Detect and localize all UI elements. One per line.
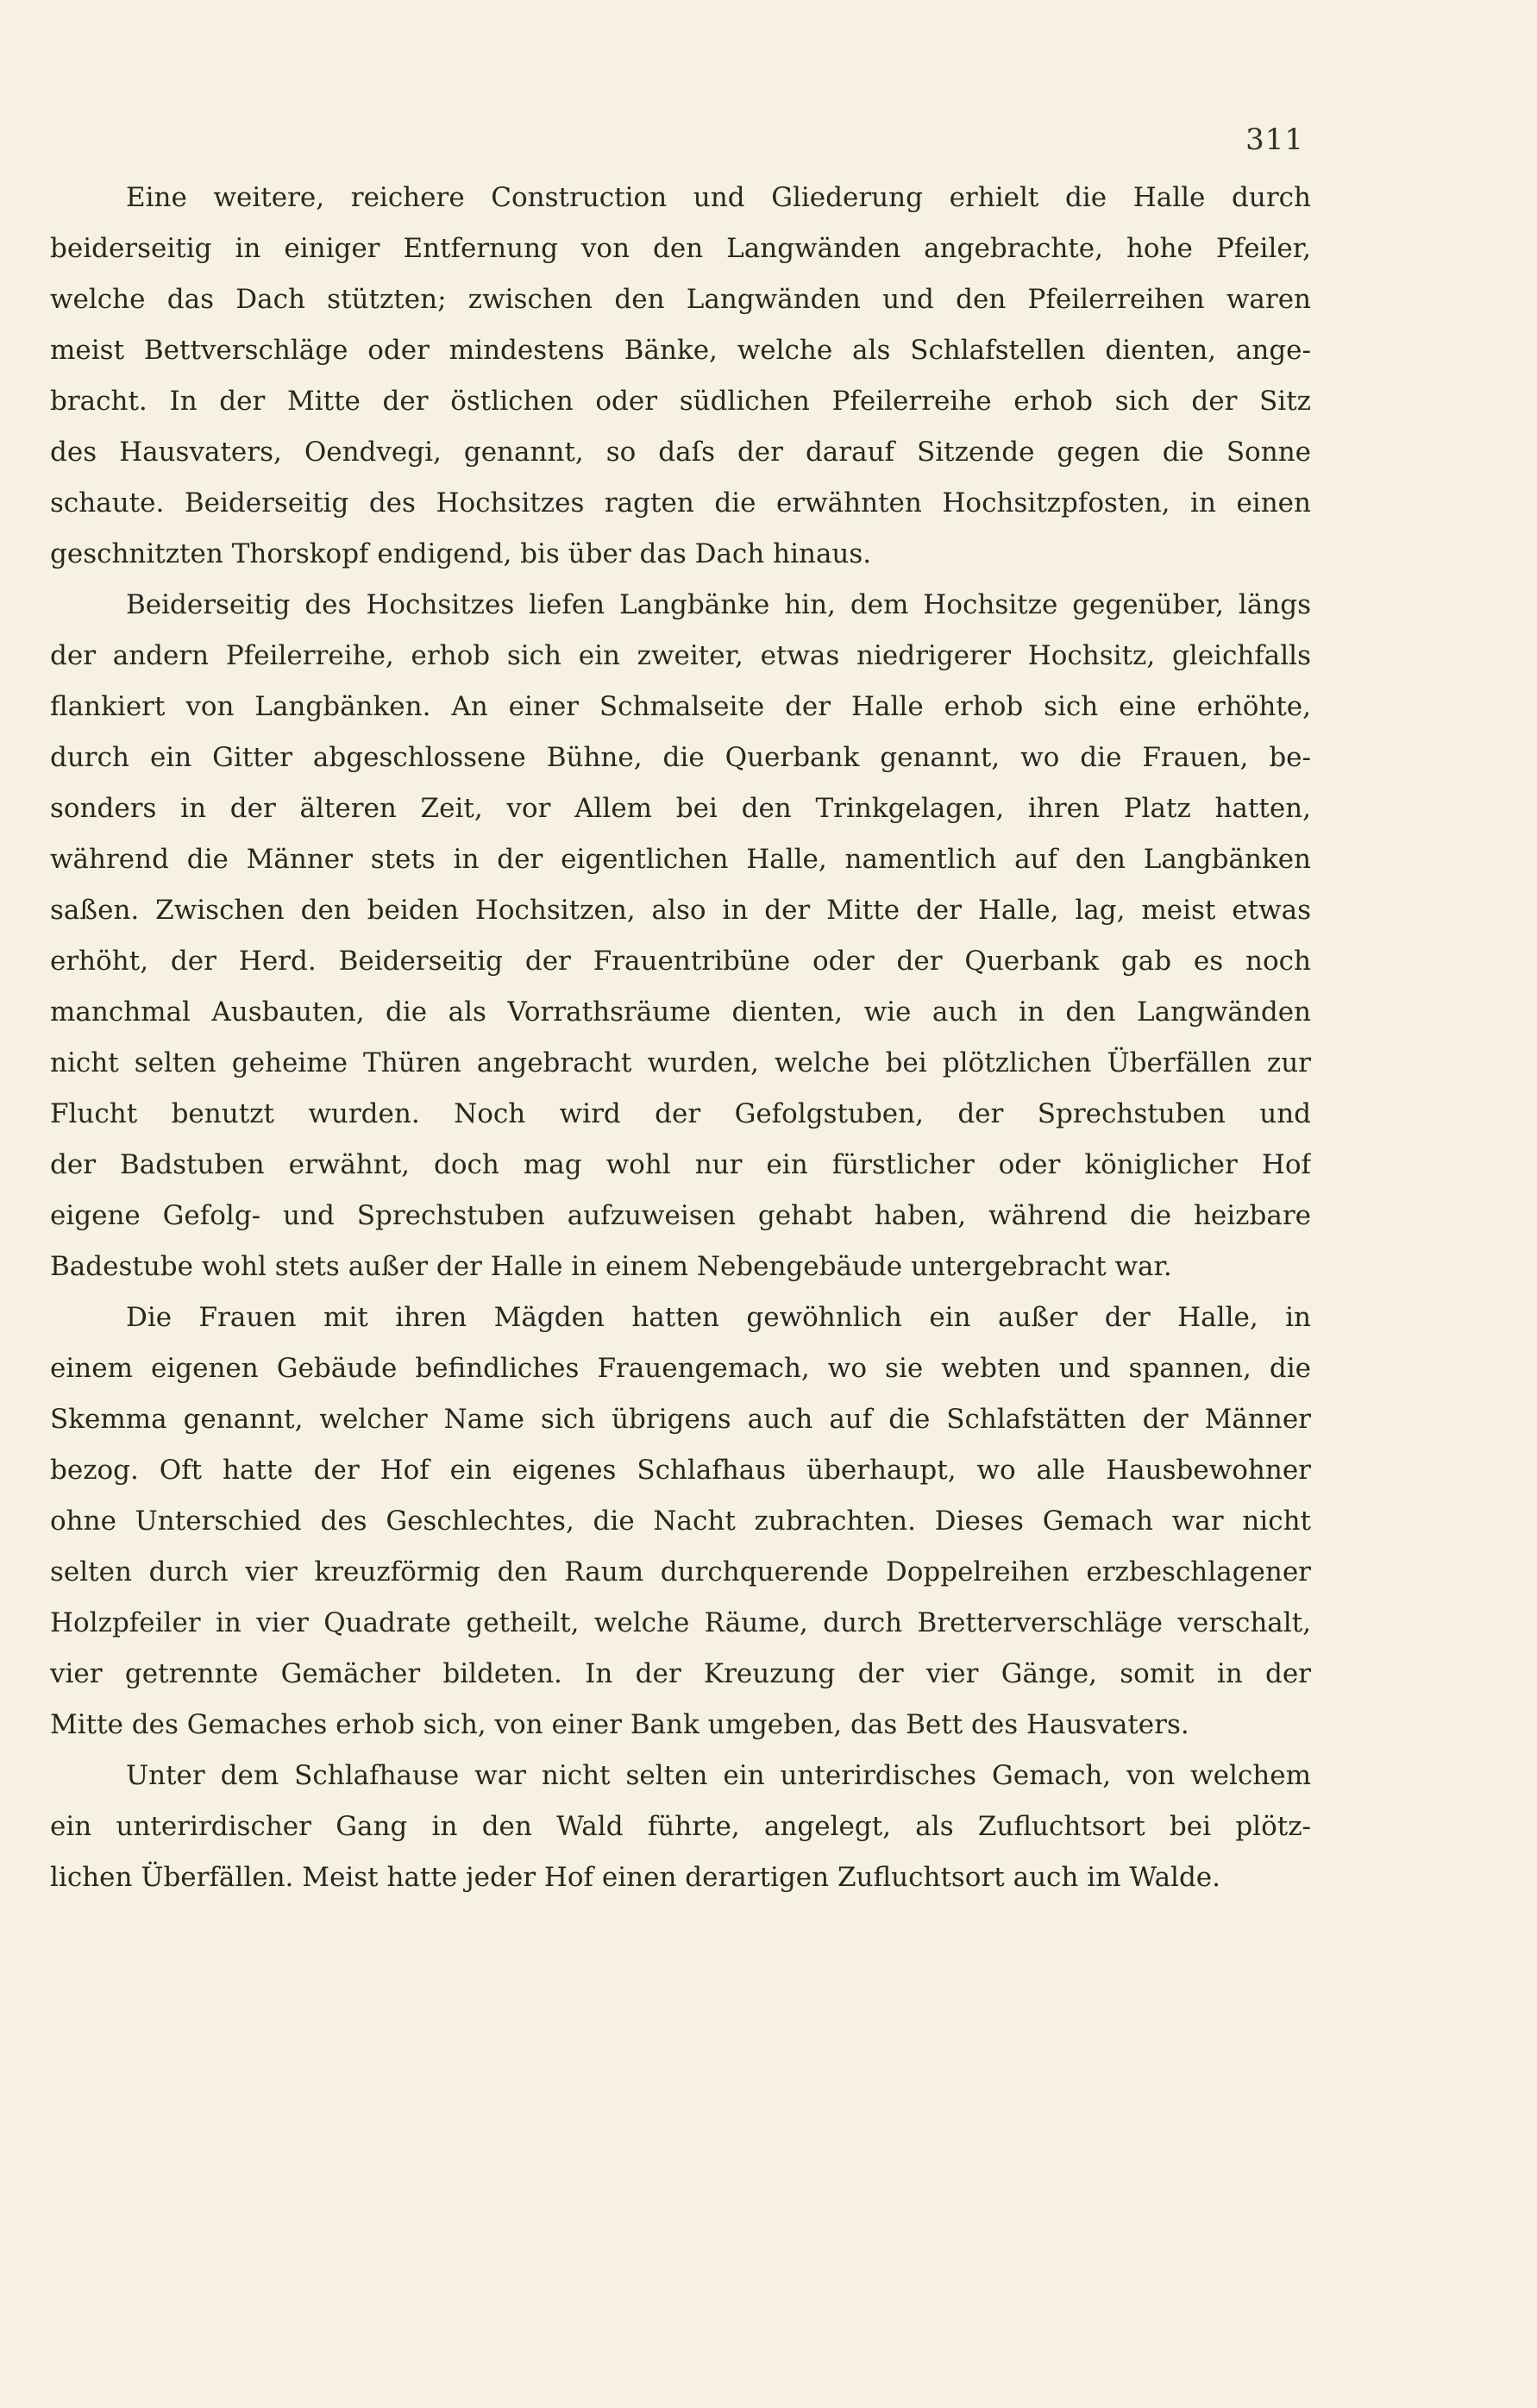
text-line: der Badstuben erwähnt, doch mag wohl nur ein fürstlicher oder königlicher Hof: [50, 1149, 1311, 1180]
text-line: während die Männer stets in der eigentlichen Halle, namentlich auf den Langbänken: [50, 844, 1311, 875]
text-line: der andern Pfeilerreihe, erhob sich ein zweiter, etwas niedrigerer Hochsitz, gleichfalls: [50, 640, 1311, 671]
text-line: des Hausvaters, Oendvegi, genannt, so daſs der darauf Sitzende gegen die Sonne: [50, 437, 1311, 468]
text-line: geschnitzten Thorskopf endigend, bis über das Dach hinaus.: [50, 538, 872, 569]
text-line: eigene Gefolg- und Sprechstuben aufzuweisen gehabt haben, während die heizbare: [50, 1200, 1311, 1231]
text-line: bracht. In der Mitte der östlichen oder südlichen Pfeilerreihe erhob sich der Sitz: [50, 386, 1311, 417]
page-number: 311: [1245, 123, 1304, 157]
text-line: Mitte des Gemaches erhob sich, von einer Bank umgeben, das Bett des Hausvaters.: [50, 1709, 1189, 1740]
text-line: Beiderseitig des Hochsitzes liefen Langbänke hin, dem Hochsitze gegenüber, längs: [126, 589, 1311, 620]
text-line: vier getrennte Gemächer bildeten. In der Kreuzung der vier Gänge, somit in der: [50, 1658, 1311, 1689]
text-line: einem eigenen Gebäude befindliches Frauengemach, wo sie webten und spannen, die: [50, 1353, 1311, 1384]
text-line: Badestube wohl stets außer der Halle in einem Nebengebäude untergebracht war.: [50, 1251, 1172, 1282]
text-line: Skemma genannt, welcher Name sich übrigens auch auf die Schlafstätten der Männer: [50, 1404, 1311, 1435]
text-line: manchmal Ausbauten, die als Vorrathsräume dienten, wie auch in den Langwänden: [50, 997, 1311, 1028]
text-line: Flucht benutzt wurden. Noch wird der Gefolgstuben, der Sprechstuben und: [50, 1098, 1311, 1129]
text-line: Unter dem Schlafhause war nicht selten ein unterirdisches Gemach, von welchem: [126, 1760, 1311, 1791]
text-line: durch ein Gitter abgeschlossene Bühne, die Querbank genannt, wo die Frauen, be-: [50, 742, 1311, 773]
paragraph-2: [50, 580, 1311, 1292]
text-line: nicht selten geheime Thüren angebracht wurden, welche bei plötzlichen Überfällen zur: [50, 1047, 1311, 1078]
text-line: selten durch vier kreuzförmig den Raum durchquerende Doppelreihen erzbeschlagener: [50, 1556, 1311, 1588]
paragraph-1: [50, 173, 1311, 580]
text-line: sonders in der älteren Zeit, vor Allem bei den Trinkgelagen, ihren Platz hatten,: [50, 793, 1311, 824]
paragraph-3: [50, 1292, 1311, 1751]
text-line: flankiert von Langbänken. An einer Schmalseite der Halle erhob sich eine erhöhte,: [50, 691, 1311, 722]
text-line: ohne Unterschied des Geschlechtes, die Nacht zubrachten. Dieses Gemach war nicht: [50, 1506, 1311, 1537]
text-line: Eine weitere, reichere Construction und Gliederung erhielt die Halle durch: [126, 182, 1311, 213]
body-text: [50, 173, 1311, 1903]
text-line: Die Frauen mit ihren Mägden hatten gewöhnlich ein außer der Halle, in: [126, 1302, 1311, 1333]
text-line: beiderseitig in einiger Entfernung von den Langwänden angebrachte, hohe Pfeiler,: [50, 233, 1311, 264]
text-line: ein unterirdischer Gang in den Wald führte, angelegt, als Zufluchtsort bei plötz-: [50, 1811, 1311, 1842]
text-line: Holzpfeiler in vier Quadrate getheilt, welche Räume, durch Bretterverschläge verschalt,: [50, 1607, 1311, 1638]
text-line: erhöht, der Herd. Beiderseitig der Frauentribüne oder der Querbank gab es noch: [50, 946, 1311, 977]
paragraph-4: [50, 1751, 1311, 1903]
text-line: schaute. Beiderseitig des Hochsitzes ragten die erwähnten Hochsitzpfosten, in einen: [50, 487, 1311, 519]
text-line: bezog. Oft hatte der Hof ein eigenes Schlafhaus überhaupt, wo alle Hausbewohner: [50, 1455, 1311, 1486]
text-line: saßen. Zwischen den beiden Hochsitzen, also in der Mitte der Halle, lag, meist etwas: [50, 895, 1311, 926]
text-line: lichen Überfällen. Meist hatte jeder Hof einen derartigen Zufluchtsort auch im Walde.: [50, 1862, 1221, 1893]
text-line: meist Bettverschläge oder mindestens Bänke, welche als Schlafstellen dienten, ange-: [50, 335, 1311, 366]
text-line: welche das Dach stützten; zwischen den Langwänden und den Pfeilerreihen waren: [50, 284, 1311, 315]
